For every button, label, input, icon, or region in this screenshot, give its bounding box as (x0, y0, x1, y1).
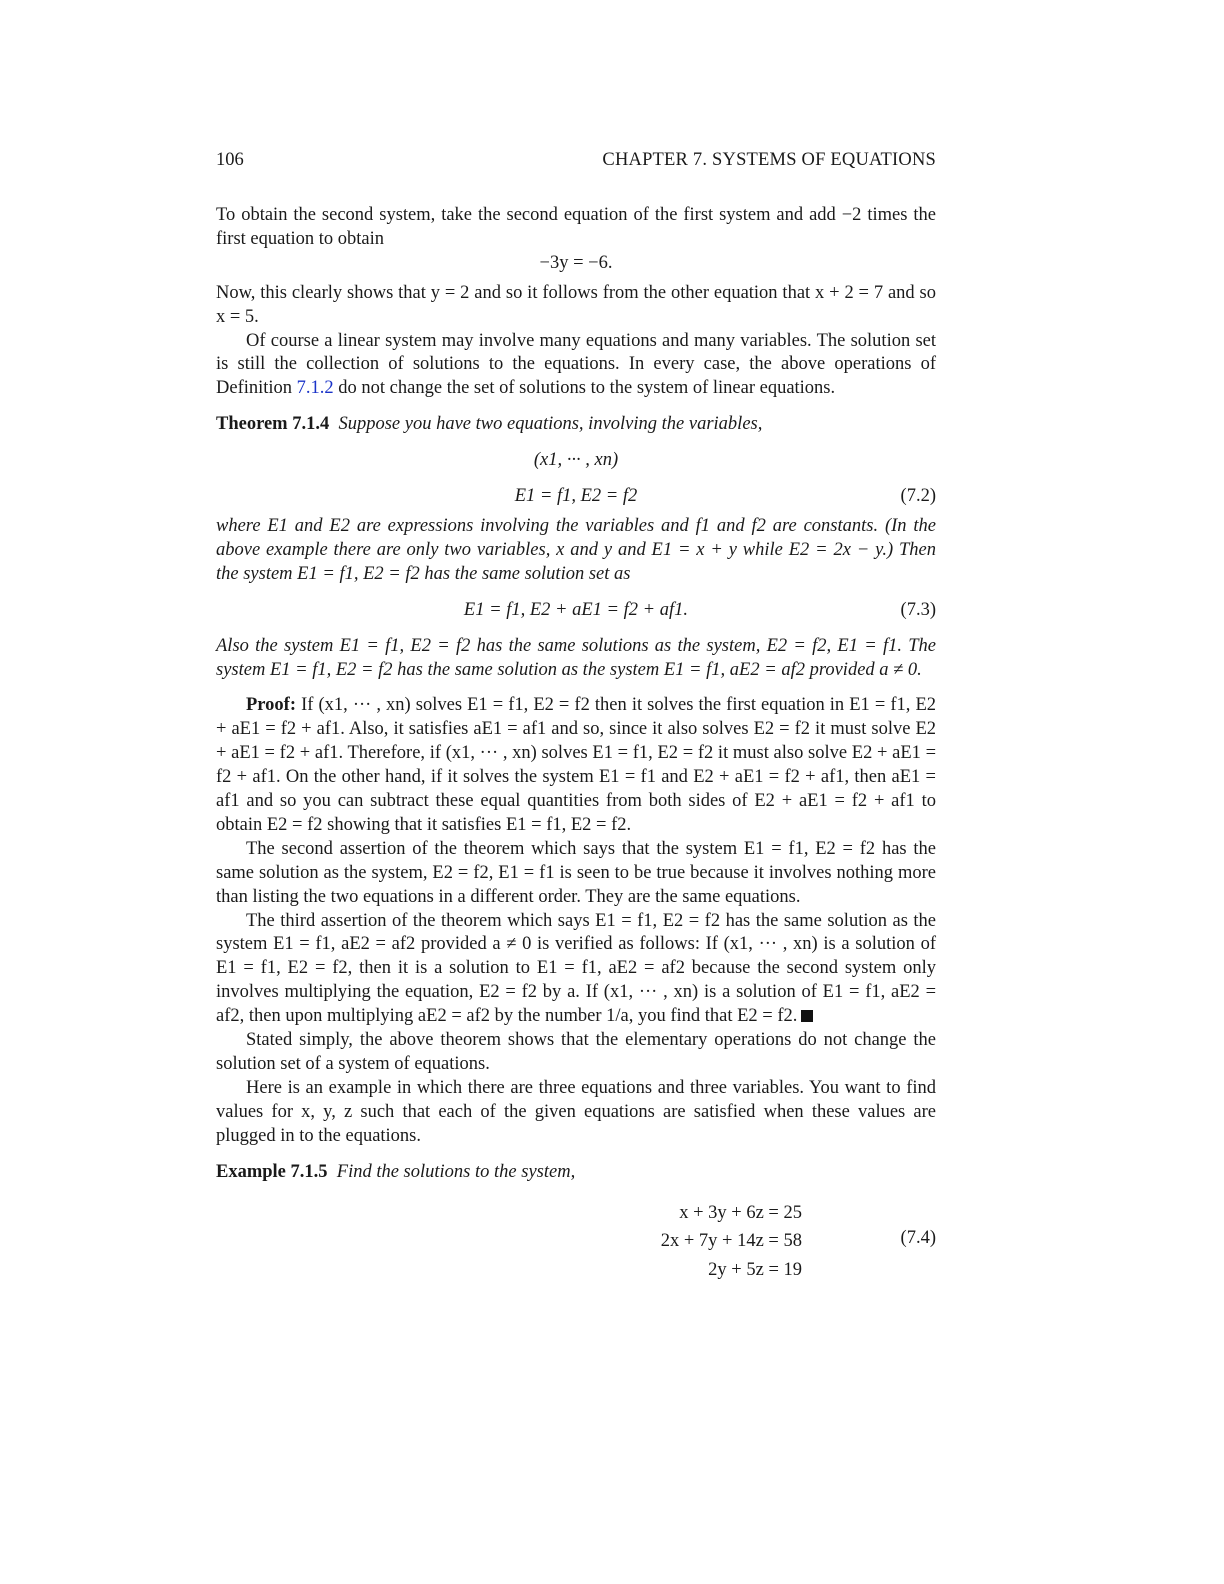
paragraph-text: Of course a linear system may involve many equations and many variables. The solution set is still the collection of solutions to the equations. In every case, the above operations of Definition (216, 330, 936, 399)
chapter-title: CHAPTER 7. SYSTEMS OF EQUATIONS (602, 150, 936, 170)
theorem-text: Suppose you have two equations, involving the variables, (338, 414, 763, 435)
equation-text: −3y = −6. (539, 252, 613, 273)
page-number: 106 (216, 150, 244, 170)
system-equation: 2y + 5z = 19 (708, 1259, 802, 1280)
theorem-text: where E1 and E2 are expressions involving the variables and f1 and f2 are constants. (In the above example there are only two variables, x and y and E1 = x + y while E2 = 2x − y.) Then the system E1 = f1, E2 = f2 has the same solution set as (216, 515, 936, 584)
equation-system-7-4 (216, 1199, 936, 1285)
equation-number: (7.2) (900, 486, 936, 507)
equation-text: E1 = f1, E2 = f2 (514, 486, 638, 507)
qed-symbol-icon (801, 1010, 813, 1022)
paragraph-text: do not change the set of solutions to the system of linear equations. (333, 378, 836, 399)
system-equation: 2x + 7y + 14z = 58 (660, 1231, 802, 1252)
theorem-statement (216, 413, 936, 437)
theorem-label: Theorem 7.1.4 (216, 414, 330, 435)
equation-7-3 (216, 599, 936, 623)
equation (216, 449, 936, 473)
paragraph (216, 910, 936, 1030)
equation-number: (7.3) (900, 599, 936, 620)
system-row (216, 1199, 936, 1228)
system-equation: x + 3y + 6z = 25 (679, 1202, 802, 1223)
system-row (216, 1256, 936, 1285)
proof-text: If (x1, ··· , xn) solves E1 = f1, E2 = f2 then it solves the first equation in E1 = f1, E2 + aE1 = f2 + af1. Also, it satisfies aE1 = af1 and so, since it also solves E2 = f2 it must solve E2 + aE1 = f2 + af1. Therefore, if (x1, ··· , xn) solves E1 = f1, E2 = f2 it must also solve E2 + aE1 = f2 + af1. On the other hand, if it solves the system E1 = f1 and E2 + aE1 = f2 + af1, then aE1 = af1 and so you can subtract these equal quantities from both sides of E2 + aE1 = f2 + af1 to obtain E2 = f2 showing that it satisfies E1 = f1, E2 = f2. (216, 695, 937, 835)
equation (216, 252, 936, 276)
proof (216, 694, 936, 837)
paragraph (216, 330, 936, 402)
equation-number: (7.4) (900, 1227, 936, 1248)
equation-text: (x1, ··· , xn) (533, 450, 619, 471)
example-statement (216, 1161, 936, 1185)
paragraph: Stated simply, the above theorem shows that the elementary operations do not change the solution set of a system of equations. (216, 1030, 936, 1074)
example-label: Example 7.1.5 (216, 1161, 328, 1182)
paragraph: Now, this clearly shows that y = 2 and so it follows from the other equation that x + 2 = 7 and so x = 5. (216, 282, 936, 327)
equation-text: E1 = f1, E2 + aE1 = f2 + af1. (463, 599, 689, 620)
page-body (216, 204, 936, 1284)
paragraph-text: The third assertion of the theorem which says E1 = f1, E2 = f2 has the same solution as the system E1 = f1, aE2 = af2 provided a ≠ 0 is verified as follows: If (x1, ··· , xn) is a solution of E1 = f1, E2 = f2, then it is a solution to E1 = f1, aE2 = af2 because the second system only involves multiplying the equation, E2 = f2 by a. If (x1, ··· , xn) is a solution of E1 = f1, aE2 = af2, then upon multiplying aE2 = af2 by the number 1/a, you find that E2 = f2. (216, 910, 936, 1027)
system-row (216, 1227, 936, 1256)
paragraph: The second assertion of the theorem which says that the system E1 = f1, E2 = f2 has the same solution as the system, E2 = f2, E1 = f1 is seen to be true because it involves nothing more than listing the two equations in a different order. They are the same equations. (216, 838, 936, 907)
example-text: Find the solutions to the system, (336, 1161, 576, 1182)
theorem-text: Also the system E1 = f1, E2 = f2 has the same solutions as the system, E2 = f2, E1 = f1. The system E1 = f1, E2 = f2 has the same solution as the system E1 = f1, aE2 = af2 provided a ≠ 0. (216, 635, 936, 680)
paragraph: Here is an example in which there are three equations and three variables. You want to find values for x, y, z such that each of the given equations are satisfied when these values are plugged in to the equations. (216, 1077, 936, 1146)
definition-link[interactable]: 7.1.2 (296, 378, 334, 399)
paragraph: To obtain the second system, take the second equation of the first system and add −2 times the first equation to obtain (216, 205, 936, 249)
equation-7-2 (216, 485, 936, 509)
proof-label: Proof: (246, 695, 296, 716)
